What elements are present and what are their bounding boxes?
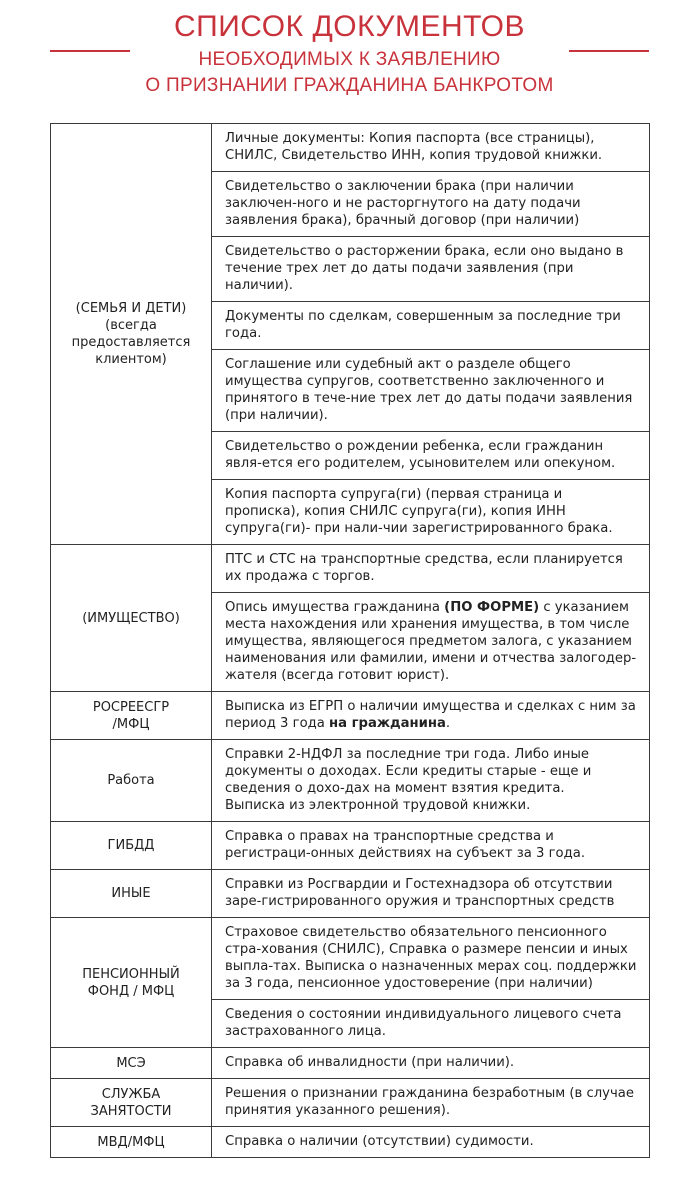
document-item xyxy=(212,692,649,739)
items-cell xyxy=(212,1079,650,1127)
item-emphasis: (ПО ФОРМЕ) xyxy=(444,600,540,615)
item-text: Опись имущества гражданина xyxy=(225,600,445,615)
table-row xyxy=(51,124,650,545)
item-emphasis: на гражданина xyxy=(329,716,446,731)
category-cell: ИНЫЕ xyxy=(51,870,212,918)
document-item: Свидетельство о заключении брака (при наличии заключен-ного и не расторгнутого на дату подачи заявления брака), брачный договор (при наличии) xyxy=(212,171,649,236)
table-row xyxy=(51,1048,650,1079)
document-item: Личные документы: Копия паспорта (все страницы), СНИЛС, Свидетельство ИНН, копия трудовой книжки. xyxy=(225,131,603,163)
table-row xyxy=(51,740,650,822)
document-item: Копия паспорта супруга(ги) (первая страница и прописка), копия СНИЛС супруга(ги), копия ИНН супруга(ги)- при нали-чии зарегистрированного брака. xyxy=(212,479,649,544)
document-item: Решения о признании гражданина безработным (в случае принятия указанного решения). xyxy=(225,1086,634,1118)
document-header xyxy=(0,0,699,110)
table-row xyxy=(51,545,650,692)
items-cell xyxy=(212,692,650,740)
items-cell xyxy=(212,545,650,692)
category-cell: ПЕНСИОННЫЙ ФОНД / МФЦ xyxy=(51,918,212,1048)
category-cell: МСЭ xyxy=(51,1048,212,1079)
document-item: Справка о наличии (отсутствии) судимости. xyxy=(225,1134,534,1149)
category-cell: (ИМУЩЕСТВО) xyxy=(51,545,212,692)
document-item: Страховое свидетельство обязательного пенсионного стра-хования (СНИЛС), Справка о размере пенсии и иных выпла-тах. Выписка о назначенных мерах соц. поддержки за 3 года, пенсионное удостоверение (при наличии) xyxy=(225,925,637,991)
page-title: СПИСОК ДОКУМЕНТОВ xyxy=(174,10,525,43)
item-text: Выписка из ЕГРП о наличии имущества и сделках с ним за период 3 года xyxy=(225,699,636,731)
table-row xyxy=(51,692,650,740)
document-item: Справка о правах на транспортные средства и регистраци-онных действиях на субъект за 3 года. xyxy=(225,829,586,861)
items-cell xyxy=(212,918,650,1048)
items-cell xyxy=(212,870,650,918)
items-cell xyxy=(212,124,650,545)
table-row xyxy=(51,822,650,870)
table-row xyxy=(51,1127,650,1158)
items-cell xyxy=(212,740,650,822)
document-item: Документы по сделкам, совершенным за последние три года. xyxy=(212,301,649,349)
document-item: ПТС и СТС на транспортные средства, если планируется их продажа с торгов. xyxy=(225,552,623,584)
document-item: Свидетельство о рождении ребенка, если гражданин явля-ется его родителем, усыновителем или опекуном. xyxy=(212,431,649,479)
page-subtitle-line1: НЕОБХОДИМЫХ К ЗАЯВЛЕНИЮ xyxy=(198,49,501,70)
category-cell: ГИБДД xyxy=(51,822,212,870)
document-item: Справки из Росгвардии и Гостехнадзора об отсутствии заре-гистрированного оружия и транспортных средств xyxy=(225,877,615,909)
category-cell: МВД/МФЦ xyxy=(51,1127,212,1158)
document-item: Сведения о состоянии индивидуального лицевого счета застрахованного лица. xyxy=(212,999,649,1047)
document-item xyxy=(212,592,649,691)
document-item: Свидетельство о расторжении брака, если оно выдано в течение трех лет до даты подачи заявления (при наличии). xyxy=(212,236,649,301)
documents-table xyxy=(50,123,650,1158)
document-item: Соглашение или судебный акт о разделе общего имущества супругов, соответственно заключенного и принятого в тече-ние трех лет до даты подачи заявления (при наличии). xyxy=(212,349,649,431)
page-subtitle-line2: О ПРИЗНАНИИ ГРАЖДАНИНА БАНКРОТОМ xyxy=(145,75,554,96)
document-item: Справка об инвалидности (при наличии). xyxy=(225,1055,515,1070)
category-cell: СЛУЖБА ЗАНЯТОСТИ xyxy=(51,1079,212,1127)
document-item: Справки 2-НДФЛ за последние три года. Либо иные документы о доходах. Если кредиты старые - еще и сведения о дохо-дах на момент взятия кредита. Выписка из электронной трудовой книжки. xyxy=(225,747,592,813)
category-cell: Работа xyxy=(51,740,212,822)
category-cell: РОСРЕЕСГР /МФЦ xyxy=(51,692,212,740)
items-cell xyxy=(212,1127,650,1158)
table-row xyxy=(51,870,650,918)
item-text: . xyxy=(445,716,451,731)
category-cell: (СЕМЬЯ И ДЕТИ) (всегда предоставляется клиентом) xyxy=(51,124,212,545)
items-cell xyxy=(212,1048,650,1079)
table-row xyxy=(51,918,650,1048)
table-row xyxy=(51,1079,650,1127)
items-cell xyxy=(212,822,650,870)
item-text: с указанием места нахождения или хранения имущества, в том числе имущества, являющегося предметом залога, с указанием наименования или фамилии, имени и отчества залогодер-жателя (всегда готовит юрист). xyxy=(225,600,637,683)
